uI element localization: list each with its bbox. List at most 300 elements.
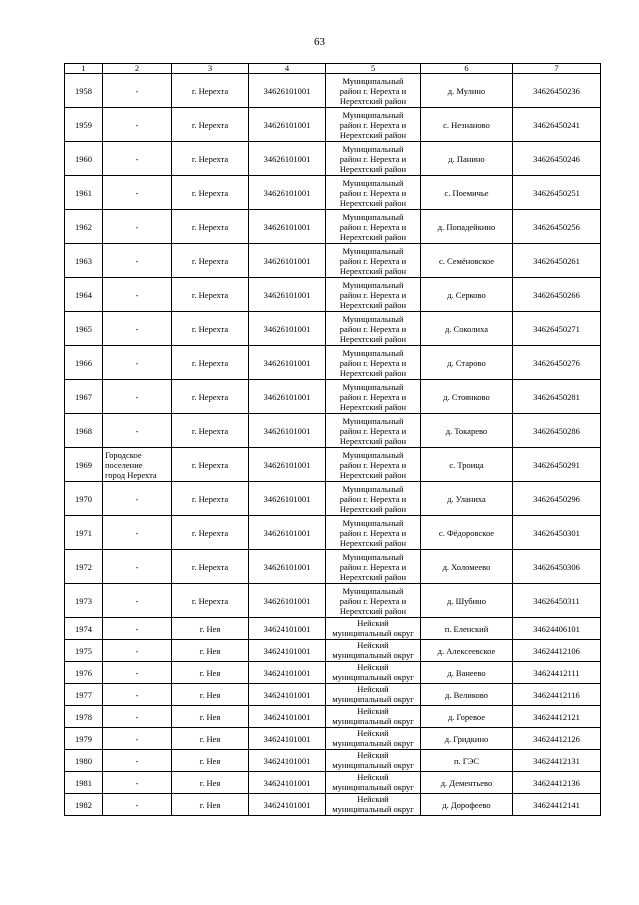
municipal-district (326, 380, 421, 414)
center-oktmo-code: 34626101001 (249, 584, 326, 618)
settlement-oktmo-code: 34626450281 (513, 380, 601, 414)
settlement-name: с. Незнаново (421, 108, 513, 142)
cell-line: - (135, 289, 139, 300)
settlement-type (103, 414, 172, 448)
municipal-district (326, 794, 421, 816)
municipality-center: г. Нея (172, 794, 249, 816)
settlement-type (103, 794, 172, 816)
center-oktmo-code: 34626101001 (249, 312, 326, 346)
cell-line: район г. Нерехта и (339, 357, 407, 368)
municipal-district (326, 640, 421, 662)
settlement-type (103, 482, 172, 516)
settlement-name: с. Поемичье (421, 176, 513, 210)
table-row (65, 210, 601, 244)
column-header: 5 (326, 64, 421, 74)
settlement-name: д. Стоянково (421, 380, 513, 414)
settlement-type (103, 210, 172, 244)
municipality-center: г. Нея (172, 706, 249, 728)
table-row (65, 176, 601, 210)
table-row (65, 684, 601, 706)
cell-line: Муниципальный (342, 483, 404, 494)
center-oktmo-code: 34624101001 (249, 706, 326, 728)
center-oktmo-code: 34626101001 (249, 210, 326, 244)
settlement-oktmo-code: 34626450286 (513, 414, 601, 448)
cell-line: - (135, 323, 139, 334)
cell-line: Нерехтский район (339, 95, 407, 106)
settlement-oktmo-code: 34626450311 (513, 584, 601, 618)
cell-line: Муниципальный (342, 211, 404, 222)
cell-line: Нейский (357, 750, 389, 760)
table-row (65, 346, 601, 380)
settlement-type (103, 278, 172, 312)
settlement-type (103, 142, 172, 176)
page-number: 63 (314, 36, 325, 48)
cell-line: Нейский (357, 706, 389, 716)
settlement-type (103, 550, 172, 584)
row-number: 1958 (65, 74, 103, 108)
cell-line: Нейский (357, 684, 389, 694)
table-row (65, 414, 601, 448)
table-row (65, 550, 601, 584)
cell-line: район г. Нерехта и (339, 85, 407, 96)
municipality-center: г. Нерехта (172, 584, 249, 618)
cell-line: - (135, 153, 139, 164)
settlement-type (103, 728, 172, 750)
settlement-oktmo-code: 34626450266 (513, 278, 601, 312)
center-oktmo-code: 34626101001 (249, 244, 326, 278)
settlement-name: д. Серково (421, 278, 513, 312)
center-oktmo-code: 34624101001 (249, 618, 326, 640)
row-number: 1959 (65, 108, 103, 142)
cell-line: Нерехтский район (339, 503, 407, 514)
cell-line: - (135, 595, 139, 606)
municipal-district (326, 414, 421, 448)
cell-line: муниципальный округ (332, 803, 414, 814)
cell-line: - (135, 357, 139, 368)
municipality-center: г. Нерехта (172, 176, 249, 210)
table-row (65, 244, 601, 278)
municipality-center: г. Нерехта (172, 482, 249, 516)
table-row (65, 794, 601, 816)
municipal-district (326, 684, 421, 706)
row-number: 1969 (65, 448, 103, 482)
cell-line: - (135, 777, 139, 788)
municipality-center: г. Нея (172, 750, 249, 772)
cell-line: район г. Нерехта и (339, 221, 407, 232)
cell-line: Нерехтский район (339, 605, 407, 616)
cell-line: муниципальный округ (332, 759, 414, 770)
cell-line: муниципальный округ (332, 627, 414, 638)
row-number: 1968 (65, 414, 103, 448)
row-number: 1960 (65, 142, 103, 176)
row-number: 1975 (65, 640, 103, 662)
settlement-oktmo-code: 34626450296 (513, 482, 601, 516)
settlement-type (103, 108, 172, 142)
center-oktmo-code: 34626101001 (249, 176, 326, 210)
cell-line: Нерехтский район (339, 333, 407, 344)
settlement-name: д. Гридкино (421, 728, 513, 750)
cell-line: Нерехтский район (339, 435, 407, 446)
center-oktmo-code: 34626101001 (249, 142, 326, 176)
cell-line: Нейский (357, 640, 389, 650)
cell-line: - (135, 667, 139, 678)
cell-line: Нерехтский район (339, 537, 407, 548)
cell-line: район г. Нерехта и (339, 289, 407, 300)
cell-line: муниципальный округ (332, 671, 414, 682)
municipality-center: г. Нерехта (172, 346, 249, 380)
cell-line: Нерехтский район (339, 265, 407, 276)
center-oktmo-code: 34624101001 (249, 684, 326, 706)
cell-line: Муниципальный (342, 347, 404, 358)
cell-line: Муниципальный (342, 517, 404, 528)
municipality-center: г. Нерехта (172, 516, 249, 550)
settlement-name: д. Алексеевское (421, 640, 513, 662)
settlement-oktmo-code: 34626450246 (513, 142, 601, 176)
column-header: 7 (513, 64, 601, 74)
table-row (65, 278, 601, 312)
row-number: 1972 (65, 550, 103, 584)
cell-line: - (135, 711, 139, 722)
settlement-oktmo-code: 34624412116 (513, 684, 601, 706)
center-oktmo-code: 34624101001 (249, 640, 326, 662)
settlement-name: с. Фёдоровское (421, 516, 513, 550)
cell-line: - (135, 733, 139, 744)
row-number: 1962 (65, 210, 103, 244)
settlement-oktmo-code: 34624412141 (513, 794, 601, 816)
table-row (65, 482, 601, 516)
table-row (65, 706, 601, 728)
column-header: 6 (421, 64, 513, 74)
cell-line: - (135, 187, 139, 198)
municipality-center: г. Нея (172, 772, 249, 794)
settlement-name: п. ГЭС (421, 750, 513, 772)
municipal-district (326, 108, 421, 142)
table-row (65, 618, 601, 640)
cell-line: - (135, 119, 139, 130)
settlement-name: д. Шубино (421, 584, 513, 618)
settlement-name: д. Дорофеево (421, 794, 513, 816)
center-oktmo-code: 34626101001 (249, 516, 326, 550)
municipality-center: г. Нерехта (172, 448, 249, 482)
settlement-type (103, 516, 172, 550)
municipality-center: г. Нерехта (172, 380, 249, 414)
cell-line: район г. Нерехта и (339, 425, 407, 436)
cell-line: район г. Нерехта и (339, 255, 407, 266)
center-oktmo-code: 34626101001 (249, 380, 326, 414)
cell-line: - (135, 755, 139, 766)
settlement-type (103, 662, 172, 684)
municipal-district (326, 772, 421, 794)
table-row (65, 772, 601, 794)
cell-line: муниципальный округ (332, 649, 414, 660)
municipality-center: г. Нерехта (172, 210, 249, 244)
municipality-center: г. Нерехта (172, 550, 249, 584)
cell-line: - (135, 255, 139, 266)
settlement-type (103, 706, 172, 728)
row-number: 1961 (65, 176, 103, 210)
cell-line: район г. Нерехта и (339, 493, 407, 504)
table-row (65, 662, 601, 684)
settlement-oktmo-code: 34626450291 (513, 448, 601, 482)
municipal-district (326, 728, 421, 750)
cell-line: Муниципальный (342, 143, 404, 154)
column-header: 1 (65, 64, 103, 74)
municipal-district (326, 312, 421, 346)
municipality-center: г. Нерехта (172, 312, 249, 346)
municipality-center: г. Нерехта (172, 414, 249, 448)
municipal-district (326, 706, 421, 728)
cell-line: район г. Нерехта и (339, 119, 407, 130)
settlement-oktmo-code: 34626450236 (513, 74, 601, 108)
municipality-center: г. Нея (172, 618, 249, 640)
settlement-type (103, 380, 172, 414)
cell-line: Нейский (357, 662, 389, 672)
settlement-oktmo-code: 34626450306 (513, 550, 601, 584)
table-row (65, 380, 601, 414)
settlement-type (103, 244, 172, 278)
cell-line: поселение (105, 459, 143, 470)
settlement-oktmo-code: 34626450241 (513, 108, 601, 142)
cell-line: - (135, 799, 139, 810)
settlement-oktmo-code: 34624412111 (513, 662, 601, 684)
cell-line: муниципальный округ (332, 781, 414, 792)
center-oktmo-code: 34624101001 (249, 728, 326, 750)
municipality-center: г. Нея (172, 662, 249, 684)
settlement-type (103, 772, 172, 794)
registry-table (64, 63, 601, 816)
row-number: 1980 (65, 750, 103, 772)
table-row (65, 640, 601, 662)
settlement-oktmo-code: 34624406101 (513, 618, 601, 640)
settlement-name: д. Мулино (421, 74, 513, 108)
municipal-district (326, 244, 421, 278)
municipality-center: г. Нея (172, 728, 249, 750)
settlement-type (103, 176, 172, 210)
settlement-type (103, 312, 172, 346)
settlement-type (103, 346, 172, 380)
cell-line: Нейский (357, 772, 389, 782)
cell-line: город Нерехта (105, 469, 157, 480)
row-number: 1966 (65, 346, 103, 380)
cell-line: Нерехтский район (339, 299, 407, 310)
settlement-oktmo-code: 34624412106 (513, 640, 601, 662)
table-row (65, 312, 601, 346)
settlement-name: д. Уланиха (421, 482, 513, 516)
municipality-center: г. Нея (172, 684, 249, 706)
center-oktmo-code: 34626101001 (249, 448, 326, 482)
settlement-name: д. Старово (421, 346, 513, 380)
column-header: 3 (172, 64, 249, 74)
settlement-name: д. Соколиха (421, 312, 513, 346)
cell-line: район г. Нерехта и (339, 527, 407, 538)
cell-line: район г. Нерехта и (339, 187, 407, 198)
row-number: 1971 (65, 516, 103, 550)
cell-line: - (135, 689, 139, 700)
municipal-district (326, 662, 421, 684)
cell-line: район г. Нерехта и (339, 459, 407, 470)
settlement-name: д. Холомеево (421, 550, 513, 584)
table-row (65, 750, 601, 772)
settlement-type (103, 74, 172, 108)
center-oktmo-code: 34626101001 (249, 108, 326, 142)
cell-line: - (135, 527, 139, 538)
row-number: 1964 (65, 278, 103, 312)
municipality-center: г. Нерехта (172, 74, 249, 108)
cell-line: - (135, 425, 139, 436)
column-header: 4 (249, 64, 326, 74)
row-number: 1979 (65, 728, 103, 750)
cell-line: Нейский (357, 728, 389, 738)
municipal-district (326, 176, 421, 210)
cell-line: Муниципальный (342, 313, 404, 324)
municipal-district (326, 550, 421, 584)
settlement-name: д. Токарево (421, 414, 513, 448)
settlement-type (103, 640, 172, 662)
center-oktmo-code: 34624101001 (249, 750, 326, 772)
cell-line: Муниципальный (342, 585, 404, 596)
cell-line: - (135, 85, 139, 96)
table-row (65, 516, 601, 550)
municipal-district (326, 516, 421, 550)
municipal-district (326, 448, 421, 482)
municipal-district (326, 584, 421, 618)
settlement-name: п. Еленский (421, 618, 513, 640)
row-number: 1967 (65, 380, 103, 414)
center-oktmo-code: 34626101001 (249, 482, 326, 516)
settlement-oktmo-code: 34626450301 (513, 516, 601, 550)
cell-line: - (135, 623, 139, 634)
settlement-name: д. Попадейкино (421, 210, 513, 244)
cell-line: - (135, 561, 139, 572)
table-row (65, 108, 601, 142)
table-header-row (65, 64, 601, 74)
cell-line: - (135, 493, 139, 504)
settlement-oktmo-code: 34624412131 (513, 750, 601, 772)
center-oktmo-code: 34626101001 (249, 414, 326, 448)
cell-line: Нейский (357, 618, 389, 628)
row-number: 1965 (65, 312, 103, 346)
municipality-center: г. Нерехта (172, 108, 249, 142)
cell-line: район г. Нерехта и (339, 153, 407, 164)
settlement-oktmo-code: 34624412136 (513, 772, 601, 794)
cell-line: - (135, 391, 139, 402)
center-oktmo-code: 34624101001 (249, 662, 326, 684)
settlement-oktmo-code: 34626450271 (513, 312, 601, 346)
municipal-district (326, 482, 421, 516)
settlement-name: д. Панино (421, 142, 513, 176)
cell-line: район г. Нерехта и (339, 561, 407, 572)
cell-line: Нерехтский район (339, 231, 407, 242)
cell-line: Муниципальный (342, 75, 404, 86)
center-oktmo-code: 34624101001 (249, 794, 326, 816)
settlement-oktmo-code: 34626450276 (513, 346, 601, 380)
table-row (65, 74, 601, 108)
cell-line: Муниципальный (342, 177, 404, 188)
settlement-oktmo-code: 34624412121 (513, 706, 601, 728)
cell-line: Муниципальный (342, 381, 404, 392)
cell-line: Муниципальный (342, 109, 404, 120)
cell-line: Муниципальный (342, 245, 404, 256)
cell-line: муниципальный округ (332, 737, 414, 748)
settlement-name: д. Великово (421, 684, 513, 706)
cell-line: Муниципальный (342, 551, 404, 562)
cell-line: - (135, 221, 139, 232)
cell-line: муниципальный округ (332, 715, 414, 726)
table-row (65, 448, 601, 482)
cell-line: Нерехтский район (339, 197, 407, 208)
settlement-name: д. Дементьево (421, 772, 513, 794)
municipal-district (326, 278, 421, 312)
cell-line: Нейский (357, 794, 389, 804)
cell-line: Нерехтский район (339, 401, 407, 412)
cell-line: Нерехтский район (339, 367, 407, 378)
settlement-type (103, 584, 172, 618)
center-oktmo-code: 34626101001 (249, 74, 326, 108)
table-row (65, 142, 601, 176)
settlement-oktmo-code: 34626450261 (513, 244, 601, 278)
settlement-name: д. Горевое (421, 706, 513, 728)
row-number: 1963 (65, 244, 103, 278)
center-oktmo-code: 34626101001 (249, 346, 326, 380)
settlement-type (103, 750, 172, 772)
settlement-name: с. Семёновское (421, 244, 513, 278)
cell-line: Нерехтский район (339, 571, 407, 582)
cell-line: район г. Нерехта и (339, 323, 407, 334)
cell-line: Городское (105, 449, 142, 460)
settlement-oktmo-code: 34626450256 (513, 210, 601, 244)
center-oktmo-code: 34624101001 (249, 772, 326, 794)
municipality-center: г. Нерехта (172, 142, 249, 176)
row-number: 1978 (65, 706, 103, 728)
cell-line: Нерехтский район (339, 163, 407, 174)
row-number: 1977 (65, 684, 103, 706)
settlement-type (103, 684, 172, 706)
cell-line: муниципальный округ (332, 693, 414, 704)
cell-line: Муниципальный (342, 415, 404, 426)
cell-line: район г. Нерехта и (339, 595, 407, 606)
municipality-center: г. Нерехта (172, 278, 249, 312)
cell-line: Нерехтский район (339, 469, 407, 480)
municipal-district (326, 346, 421, 380)
row-number: 1970 (65, 482, 103, 516)
cell-line: район г. Нерехта и (339, 391, 407, 402)
municipal-district (326, 74, 421, 108)
center-oktmo-code: 34626101001 (249, 550, 326, 584)
settlement-oktmo-code: 34626450251 (513, 176, 601, 210)
municipality-center: г. Нея (172, 640, 249, 662)
settlement-type (103, 618, 172, 640)
row-number: 1973 (65, 584, 103, 618)
cell-line: - (135, 645, 139, 656)
municipal-district (326, 142, 421, 176)
municipal-district (326, 618, 421, 640)
municipal-district (326, 210, 421, 244)
settlement-type (103, 448, 172, 482)
settlement-oktmo-code: 34624412126 (513, 728, 601, 750)
cell-line: Муниципальный (342, 449, 404, 460)
row-number: 1982 (65, 794, 103, 816)
row-number: 1981 (65, 772, 103, 794)
municipal-district (326, 750, 421, 772)
settlement-name: д. Ванеево (421, 662, 513, 684)
municipality-center: г. Нерехта (172, 244, 249, 278)
table-row (65, 728, 601, 750)
column-header: 2 (103, 64, 172, 74)
row-number: 1974 (65, 618, 103, 640)
cell-line: Нерехтский район (339, 129, 407, 140)
settlement-name: с. Троица (421, 448, 513, 482)
table-row (65, 584, 601, 618)
